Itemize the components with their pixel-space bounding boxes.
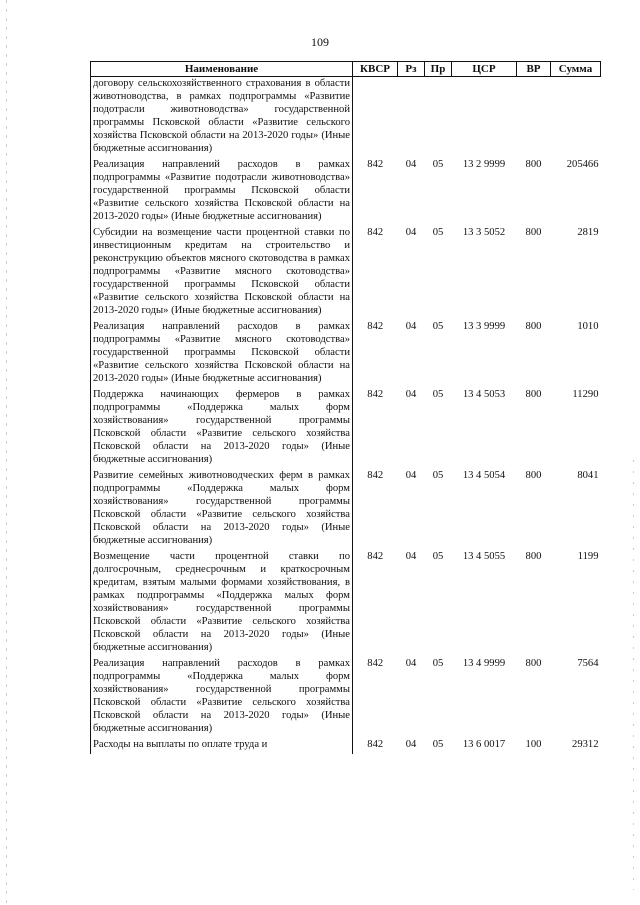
cell-name: Реализация направлений расходов в рамках подпрограммы «Поддержка малых форм хозяйствования» государственной программы Псковской области «Развитие сельского хозяйства Псковской области на 2013-2020 годы» (Иные бюджетные ассигнования) xyxy=(91,657,353,738)
column-header-name: Наименование xyxy=(91,62,353,77)
cell-kvsr: 842 xyxy=(367,321,384,332)
cell-sum: 2819 xyxy=(577,227,599,238)
cell-csr: 13 6 0017 xyxy=(462,739,506,750)
table-row xyxy=(91,550,601,657)
cell-rz: 04 xyxy=(405,389,417,400)
cell-vr: 100 xyxy=(525,739,542,750)
cell-vr: 800 xyxy=(525,227,542,238)
table-row xyxy=(91,320,601,388)
cell-kvsr: 842 xyxy=(367,551,384,562)
cell-rz: 04 xyxy=(405,159,417,170)
cell-rz: 04 xyxy=(405,227,417,238)
cell-csr: 13 4 5053 xyxy=(462,389,506,400)
cell-vr: 800 xyxy=(525,658,542,669)
table-row xyxy=(91,226,601,320)
cell-vr: 800 xyxy=(525,389,542,400)
cell-rz: 04 xyxy=(405,551,417,562)
cell-sum: 1199 xyxy=(577,551,599,562)
cell-rz: 04 xyxy=(405,470,417,481)
cell-csr: 13 3 5052 xyxy=(462,227,506,238)
cell-name: Развитие семейных животноводческих ферм в рамках подпрограммы «Поддержка малых форм хозяйствования» государственной программы Псковской области «Развитие сельского хозяйства Псковской области на 2013-2020 годы» (Иные бюджетные ассигнования) xyxy=(91,469,353,550)
cell-sum: 1010 xyxy=(577,321,599,332)
table-row xyxy=(91,657,601,738)
column-header-vr: ВР xyxy=(517,62,551,77)
cell-name: Реализация направлений расходов в рамках подпрограммы «Развитие мясного скотоводства» государственной программы Псковской области «Развитие сельского хозяйства Псковской области на 2013-2020 годы» (Иные бюджетные ассигнования) xyxy=(91,320,353,388)
cell-kvsr: 842 xyxy=(367,227,384,238)
cell-sum: 11290 xyxy=(572,389,599,400)
table-row xyxy=(91,738,601,754)
cell-csr: 13 4 5054 xyxy=(462,470,506,481)
cell-pr: 05 xyxy=(432,159,444,170)
scan-edge-left xyxy=(6,0,7,905)
table-row xyxy=(91,469,601,550)
cell-name: Реализация направлений расходов в рамках подпрограммы «Развитие подотрасли животноводства» государственной программы Псковской области «Развитие сельского хозяйства Псковской области на 2013-2020 годы» (Иные бюджетные ассигнования) xyxy=(91,158,353,226)
cell-vr: 800 xyxy=(525,159,542,170)
cell-sum xyxy=(551,77,601,159)
cell-kvsr xyxy=(353,77,398,159)
cell-pr: 05 xyxy=(432,227,444,238)
cell-csr: 13 3 9999 xyxy=(462,321,506,332)
cell-pr: 05 xyxy=(432,321,444,332)
cell-sum: 7564 xyxy=(577,658,599,669)
column-header-csr: ЦСР xyxy=(452,62,517,77)
cell-pr: 05 xyxy=(432,658,444,669)
cell-kvsr: 842 xyxy=(367,470,384,481)
cell-vr xyxy=(517,77,551,159)
table-body xyxy=(91,77,601,755)
cell-name: договору сельскохозяйственного страхования в области животноводства, в рамках подпрограммы «Развитие подотрасли животноводства» государственной программы Псковской области «Развитие сельского хозяйства Псковской области на 2013-2020 годы» (Иные бюджетные ассигнования) xyxy=(91,77,353,159)
page-number: 109 xyxy=(311,35,329,49)
cell-csr: 13 4 9999 xyxy=(462,658,506,669)
cell-csr: 13 4 5055 xyxy=(462,551,506,562)
column-header-rz: Рз xyxy=(398,62,425,77)
table-header xyxy=(91,62,601,77)
cell-pr: 05 xyxy=(432,470,444,481)
column-header-kvsr: КВСР xyxy=(353,62,398,77)
cell-pr: 05 xyxy=(432,739,444,750)
cell-pr: 05 xyxy=(432,551,444,562)
table-row xyxy=(91,388,601,469)
cell-vr: 800 xyxy=(525,470,542,481)
cell-pr xyxy=(425,77,452,159)
cell-name: Расходы на выплаты по оплате труда и xyxy=(91,738,353,754)
cell-sum: 8041 xyxy=(577,470,599,481)
cell-sum: 29312 xyxy=(572,739,599,750)
cell-rz xyxy=(398,77,425,159)
budget-table xyxy=(90,61,601,754)
column-header-sum: Сумма xyxy=(551,62,601,77)
cell-name: Поддержка начинающих фермеров в рамках подпрограммы «Поддержка малых форм хозяйствования» государственной программы Псковской области «Развитие сельского хозяйства Псковской области на 2013-2020 годы» (Иные бюджетные ассигнования) xyxy=(91,388,353,469)
cell-csr: 13 2 9999 xyxy=(462,159,506,170)
table-row xyxy=(91,158,601,226)
cell-rz: 04 xyxy=(405,739,417,750)
cell-name: Возмещение части процентной ставки по долгосрочным, среднесрочным и краткосрочным кредитам, взятым малыми формами хозяйствования, в рамках подпрограммы «Поддержка малых форм хозяйствования» государственной программы Псковской области «Развитие сельского хозяйства Псковской области на 2013-2020 годы» (Иные бюджетные ассигнования) xyxy=(91,550,353,657)
table-row xyxy=(91,77,601,159)
column-header-pr: Пр xyxy=(425,62,452,77)
cell-csr xyxy=(452,77,517,159)
cell-vr: 800 xyxy=(525,321,542,332)
cell-kvsr: 842 xyxy=(367,658,384,669)
cell-kvsr: 842 xyxy=(367,739,384,750)
cell-vr: 800 xyxy=(525,551,542,562)
cell-pr: 05 xyxy=(432,389,444,400)
cell-kvsr: 842 xyxy=(367,389,384,400)
cell-rz: 04 xyxy=(405,321,417,332)
cell-name: Субсидии на возмещение части процентной ставки по инвестиционным кредитам на строительство и реконструкцию объектов мясного скотоводства в рамках подпрограммы «Развитие мясного скотоводства» государственной программы Псковской области «Развитие сельского хозяйства Псковской области на 2013-2020 годы» (Иные бюджетные ассигнования) xyxy=(91,226,353,320)
cell-kvsr: 842 xyxy=(367,159,384,170)
cell-rz: 04 xyxy=(405,658,417,669)
cell-sum: 205466 xyxy=(566,159,599,170)
scan-edge-right xyxy=(633,460,634,890)
